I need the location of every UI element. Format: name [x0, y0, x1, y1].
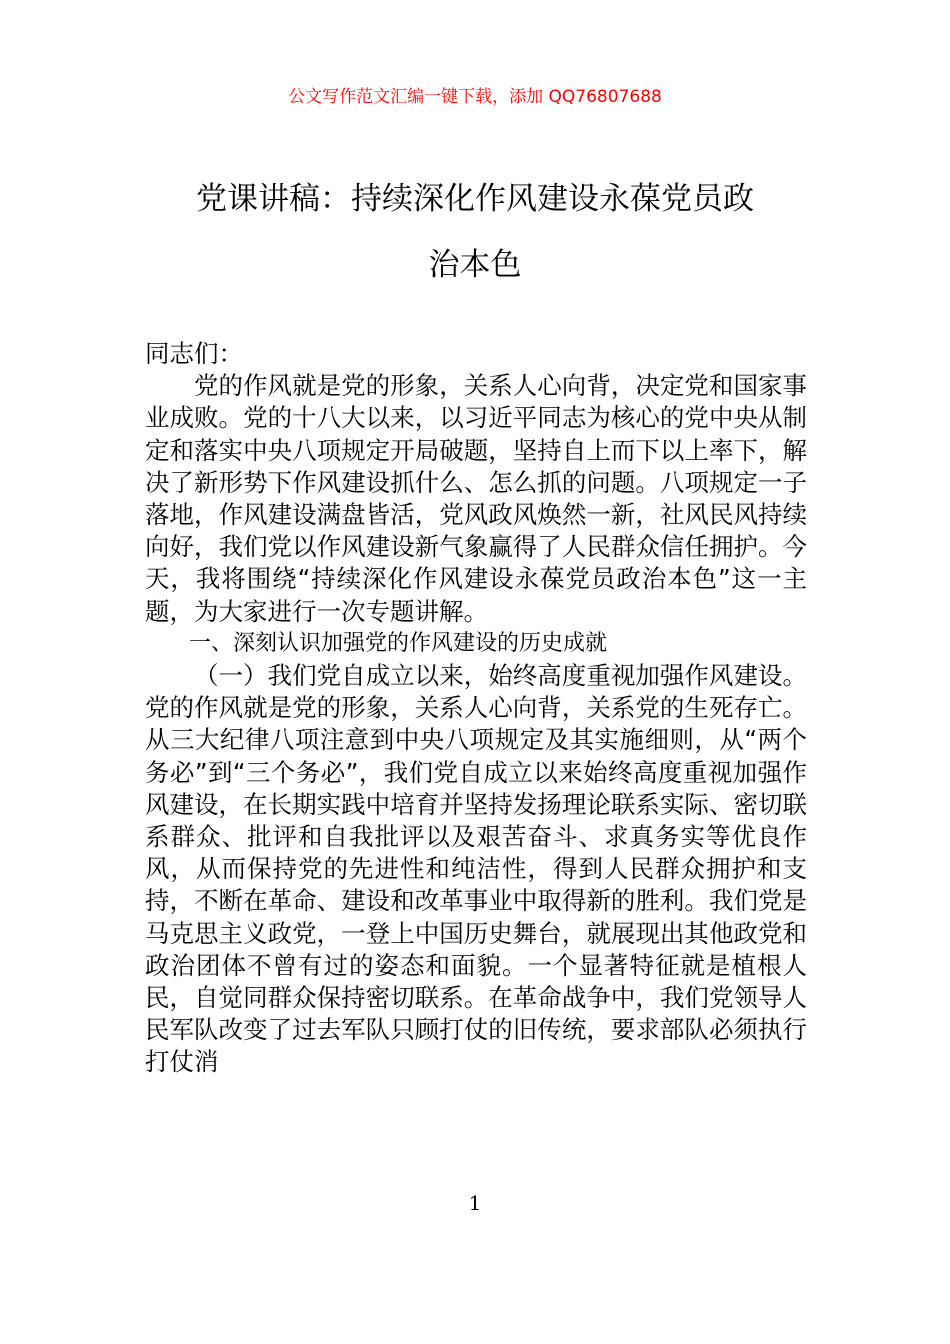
paragraph-section-1-1: （一）我们党自成立以来，始终高度重视加强作风建设。党的作风就是党的形象，关系人心向背，关系党的生死存亡。从三大纪律八项注意到中央八项规定及其实施细则，从“两个务必”到“三个务必”，我们党自成立以来始终高度重视加强作风建设，在长期实践中培育并坚持发扬理论联系实际、密切联系群众、批评和自我批评以及艰苦奋斗、求真务实等优良作风，从而保持党的先进性和纯洁性，得到人民群众拥护和支持，不断在革命、建设和改革事业中取得新的胜利。我们党是马克思主义政党，一登上中国历史舞台，就展现出其他政党和政治团体不曾有过的姿态和面貌。一个显著特征就是植根人民，自觉同群众保持密切联系。在革命战争中，我们党领导人民军队改变了过去军队只顾打仗的旧传统，要求部队必须执行打仗消 [145, 661, 807, 1077]
greeting: 同志们： [145, 339, 243, 368]
header-download-note: 公文写作范文汇编一键下载，添加 QQ76807688 [288, 87, 662, 107]
title-line-1: 党课讲稿：持续深化作风建设永葆党员政 [196, 181, 754, 217]
document-title [150, 166, 800, 298]
title-line-2: 治本色 [428, 247, 522, 283]
section-heading-1: 一、深刻认识加强党的作风建设的历史成就 [189, 630, 608, 656]
page-number: 1 [468, 1191, 482, 1215]
document-body [145, 338, 807, 1079]
paragraph-intro: 党的作风就是党的形象，关系人心向背，决定党和国家事业成败。党的十八大以来，以习近平同志为核心的党中央从制定和落实中央八项规定开局破题，坚持自上而下以上率下，解决了新形势下作风建设抓什么、怎么抓的问题。八项规定一子落地，作风建设满盘皆活，党风政风焕然一新，社风民风持续向好，我们党以作风建设新气象赢得了人民群众信任拥护。今天，我将围绕“持续深化作风建设永葆党员政治本色”这一主题，为大家进行一次专题讲解。 [145, 371, 807, 626]
